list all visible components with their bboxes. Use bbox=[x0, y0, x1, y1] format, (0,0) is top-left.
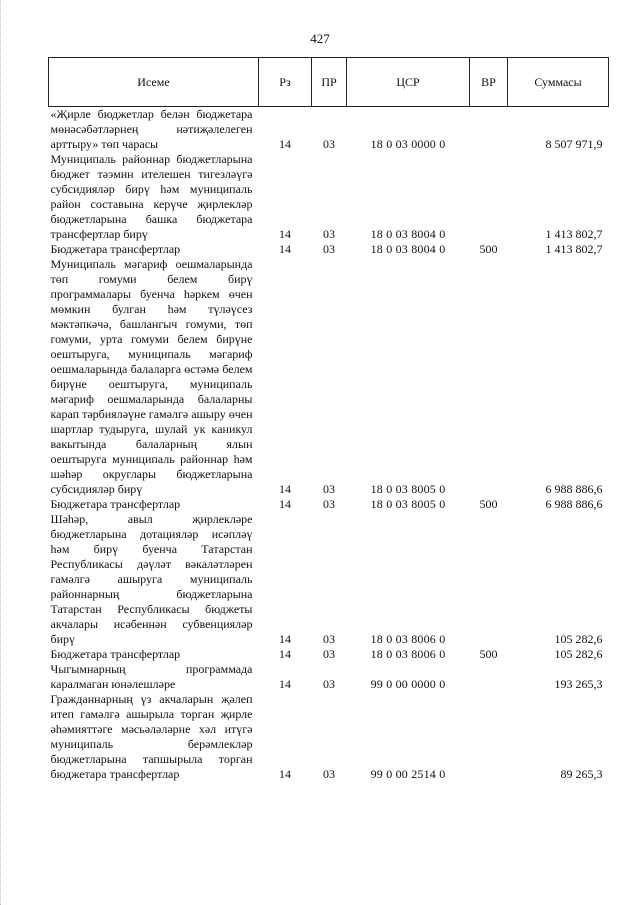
row-sum: 105 282,6 bbox=[554, 632, 603, 646]
table-row bbox=[49, 152, 609, 242]
row-vr: 500 bbox=[479, 497, 498, 511]
row-csr: 18 0 03 8004 0 bbox=[370, 242, 446, 256]
row-pr: 03 bbox=[323, 482, 335, 496]
row-name: «Җирле бюджетлар белән бюджетара мөнәсәбәтләрнең нәтиҗәлелеген арттыру» төп чарасы bbox=[50, 107, 253, 151]
row-name: Чыгымнарның программада каралмаган юнәлешләре bbox=[50, 662, 253, 691]
table-row bbox=[49, 242, 609, 257]
row-rz: 14 bbox=[279, 242, 291, 256]
row-pr: 03 bbox=[323, 242, 335, 256]
row-pr: 03 bbox=[323, 227, 335, 241]
row-pr: 03 bbox=[323, 137, 335, 151]
page-number: 427 bbox=[310, 31, 330, 46]
table-row bbox=[49, 647, 609, 662]
row-rz: 14 bbox=[279, 767, 291, 781]
budget-table bbox=[48, 57, 609, 782]
row-pr: 03 bbox=[323, 767, 335, 781]
row-vr bbox=[470, 107, 508, 153]
row-rz: 14 bbox=[279, 227, 291, 241]
row-name: Гражданнарның үз акчаларын җәлеп итеп гамәлгә ашырыла торган җирле әһәмияттәге мәсьәләләрне хәл итүгә муниципаль берәмлекләр бюджетларына тапшырыла торган бюджетара трансфертлар bbox=[50, 692, 253, 781]
row-csr: 18 0 03 8006 0 bbox=[370, 647, 446, 661]
row-sum: 89 265,3 bbox=[560, 767, 603, 781]
row-pr: 03 bbox=[323, 632, 335, 646]
row-sum: 6 988 886,6 bbox=[545, 497, 603, 511]
header-rz: Рз bbox=[259, 58, 312, 107]
row-csr: 99 0 00 2514 0 bbox=[370, 767, 446, 781]
row-vr bbox=[470, 152, 508, 242]
header-csr: ЦСР bbox=[347, 58, 470, 107]
row-csr: 18 0 03 8006 0 bbox=[370, 632, 446, 646]
row-sum: 6 988 886,6 bbox=[545, 482, 603, 496]
table-header bbox=[49, 58, 609, 107]
row-rz: 14 bbox=[279, 482, 291, 496]
table-row bbox=[49, 497, 609, 512]
row-csr: 18 0 03 0000 0 bbox=[370, 137, 446, 151]
table-row bbox=[49, 257, 609, 497]
row-rz: 14 bbox=[279, 677, 291, 691]
row-sum: 1 413 802,7 bbox=[545, 227, 603, 241]
row-name: Муниципаль мәгариф оешмаларында төп гомуми белем бирү программалары буенча һәркем өчен мөмкин булган һәм түләүсез мәктәпкәчә, башлангыч гомуми, төп гомуми, урта гомуми белем бирүне оештыруга, муниципаль мәгариф оешмаларында балаларга өстәмә белем бирүне оештыруга, муниципаль мәгариф оешмаларында балаларны карап тәрбияләүне гамәлгә ашыру өчен шартлар тудыруга, шулай ук каникул вакытында балаларның ялын оештыруга муниципаль районнар һәм шәһәр округлары бюджетларына субсидияләр бирү bbox=[50, 257, 253, 496]
table-row bbox=[49, 692, 609, 782]
row-vr: 500 bbox=[479, 647, 498, 661]
table-body bbox=[49, 107, 609, 783]
row-rz: 14 bbox=[279, 647, 291, 661]
row-pr: 03 bbox=[323, 677, 335, 691]
row-vr bbox=[470, 257, 508, 497]
table-row bbox=[49, 107, 609, 153]
table-row bbox=[49, 662, 609, 692]
scan-edge bbox=[0, 0, 6, 905]
row-name: Муниципаль районнар бюджетларына бюджет тәэмин ителешен тигезләүгә субсидияләр бирү һәм муниципаль район составына керүче җирлекләр бюджетларына башка бюджетара трансфертлар бирү bbox=[50, 152, 253, 241]
row-sum: 193 265,3 bbox=[554, 677, 603, 691]
row-csr: 18 0 03 8005 0 bbox=[370, 482, 446, 496]
row-rz: 14 bbox=[279, 497, 291, 511]
header-name: Исеме bbox=[49, 58, 259, 107]
row-pr: 03 bbox=[323, 497, 335, 511]
row-csr: 99 0 00 0000 0 bbox=[370, 677, 446, 691]
row-vr bbox=[470, 512, 508, 647]
row-vr bbox=[470, 662, 508, 692]
header-vr: ВР bbox=[470, 58, 508, 107]
row-sum: 8 507 971,9 bbox=[545, 137, 603, 151]
row-sum: 1 413 802,7 bbox=[545, 242, 603, 256]
row-vr: 500 bbox=[479, 242, 498, 256]
row-sum: 105 282,6 bbox=[554, 647, 603, 661]
row-csr: 18 0 03 8004 0 bbox=[370, 227, 446, 241]
row-name: Бюджетара трансфертлар bbox=[50, 497, 181, 511]
row-name: Шәһәр, авыл җирлекләре бюджетларына дотацияләр исәпләү һәм бирү буенча Татарстан Республикасы дәүләт вәкаләтләрен гамәлгә ашыруга муниципаль районнарның бюджетларына Татарстан Республикасы бюджеты акчалары исәбеннән субвенцияләр бирү bbox=[50, 512, 253, 646]
header-sum: Суммасы bbox=[508, 58, 609, 107]
table-row bbox=[49, 512, 609, 647]
row-rz: 14 bbox=[279, 632, 291, 646]
row-csr: 18 0 03 8005 0 bbox=[370, 497, 446, 511]
row-name: Бюджетара трансфертлар bbox=[50, 647, 181, 661]
row-vr bbox=[470, 692, 508, 782]
row-rz: 14 bbox=[279, 137, 291, 151]
row-pr: 03 bbox=[323, 647, 335, 661]
header-pr: ПР bbox=[312, 58, 347, 107]
row-name: Бюджетара трансфертлар bbox=[50, 242, 181, 256]
